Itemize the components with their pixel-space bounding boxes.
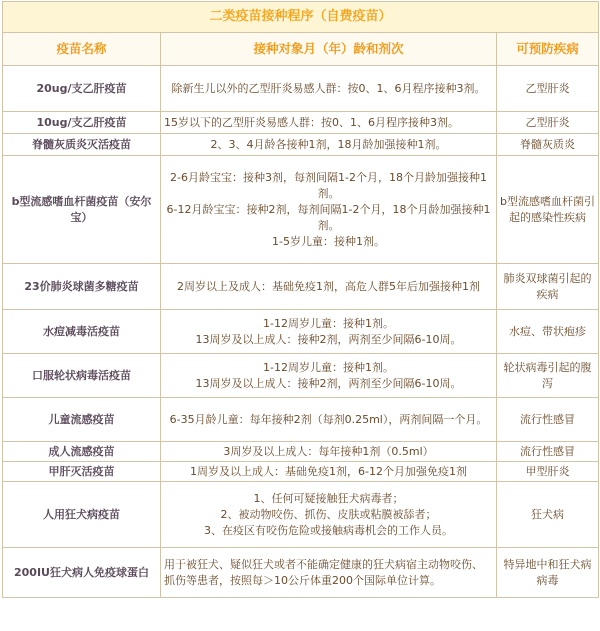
schedule-line: 13周岁及以上成人：接种2剂，两剂至少间隔6-10周。 <box>195 376 462 390</box>
header-schedule: 接种对象月（年）龄和剂次 <box>161 33 497 66</box>
schedule-line: 15岁以下的乙型肝炎易感人群：按0、1、6月程序接种3剂。 <box>164 115 459 129</box>
disease-cell: 脊髓灰质炎 <box>497 134 599 156</box>
table-row <box>3 548 599 598</box>
schedule-line: 1-12周岁儿童：接种1剂。 <box>263 316 394 330</box>
schedule-line: 6-12月龄宝宝：接种2剂，每剂间隔1-2个月，18个月龄加强接种1剂。 <box>166 202 491 232</box>
table-row <box>3 112 599 134</box>
table-row <box>3 462 599 482</box>
vaccine-name: 口服轮状病毒活疫苗 <box>3 354 161 398</box>
schedule-line: 1-12周岁儿童：接种1剂。 <box>263 360 394 374</box>
schedule-line: 6-35月龄儿童：每年接种2剂（每剂0.25ml），两剂间隔一个月。 <box>169 412 488 426</box>
schedule-line: 除新生儿以外的乙型肝炎易感人群：按0、1、6月程序接种3剂。 <box>171 81 486 95</box>
vaccine-name: 人用狂犬病疫苗 <box>3 482 161 548</box>
disease-cell: 甲型肝炎 <box>497 462 599 482</box>
vaccine-schedule-document <box>2 1 598 598</box>
table-row <box>3 442 599 462</box>
disease-cell: 肺炎双球菌引起的疾病 <box>497 264 599 310</box>
table-row <box>3 482 599 548</box>
schedule-line: 3、在疫区有咬伤危险或接触病毒机会的工作人员。 <box>204 523 453 537</box>
vaccine-name: 10ug/支乙肝疫苗 <box>3 112 161 134</box>
header-vaccine-name: 疫苗名称 <box>3 33 161 66</box>
vaccine-name: 23价肺炎球菌多糖疫苗 <box>3 264 161 310</box>
vaccine-name: 甲肝灭活疫苗 <box>3 462 161 482</box>
disease-cell: 流行性感冒 <box>497 398 599 442</box>
schedule-line: 1-5岁儿童：接种1剂。 <box>272 234 385 248</box>
schedule-cell <box>161 354 497 398</box>
table-row <box>3 156 599 264</box>
table-row <box>3 264 599 310</box>
disease-cell: 水痘、带状疱疹 <box>497 310 599 354</box>
disease-cell: 乙型肝炎 <box>497 112 599 134</box>
header-disease: 可预防疾病 <box>497 33 599 66</box>
schedule-cell <box>161 264 497 310</box>
table-row <box>3 354 599 398</box>
schedule-cell <box>161 66 497 112</box>
vaccine-table <box>2 1 599 598</box>
table-row <box>3 398 599 442</box>
vaccine-name: 200IU狂犬病人免疫球蛋白 <box>3 548 161 598</box>
vaccine-name: 水痘减毒活疫苗 <box>3 310 161 354</box>
vaccine-name: 成人流感疫苗 <box>3 442 161 462</box>
disease-cell: 流行性感冒 <box>497 442 599 462</box>
schedule-line: 2-6月龄宝宝：接种3剂，每剂间隔1-2个月，18个月龄加强接种1剂。 <box>170 170 487 200</box>
schedule-line: 2周岁以上及成人：基础免疫1剂，高危人群5年后加强接种1剂 <box>177 279 480 293</box>
schedule-cell <box>161 310 497 354</box>
disease-cell: 乙型肝炎 <box>497 66 599 112</box>
table-row <box>3 134 599 156</box>
disease-cell: b型流感嗜血杆菌引起的感染性疾病 <box>497 156 599 264</box>
schedule-line: 1、任何可疑接触狂犬病毒者； <box>253 491 404 505</box>
schedule-cell <box>161 462 497 482</box>
schedule-cell <box>161 156 497 264</box>
table-row <box>3 66 599 112</box>
vaccine-name: b型流感嗜血杆菌疫苗（安尔宝） <box>3 156 161 264</box>
vaccine-name: 20ug/支乙肝疫苗 <box>3 66 161 112</box>
schedule-cell <box>161 398 497 442</box>
schedule-cell <box>161 112 497 134</box>
schedule-line: 3周岁及以上成人：每年接种1剂（0.5ml） <box>223 444 434 458</box>
disease-cell: 轮状病毒引起的腹泻 <box>497 354 599 398</box>
schedule-line: 用于被狂犬、疑似狂犬或者不能确定健康的狂犬病宿主动物咬伤、抓伤等患者，按照每＞10公斤体重200个国际单位计算。 <box>164 557 483 587</box>
schedule-line: 2、3、4月龄各接种1剂，18月龄加强接种1剂。 <box>210 137 447 151</box>
schedule-cell <box>161 134 497 156</box>
table-title: 二类疫苗接种程序（自费疫苗） <box>3 2 599 33</box>
disease-cell: 狂犬病 <box>497 482 599 548</box>
schedule-cell <box>161 442 497 462</box>
schedule-line: 1周岁及以上成人：基础免疫1剂，6-12个月加强免疫1剂 <box>190 464 467 478</box>
vaccine-name: 脊髓灰质炎灭活疫苗 <box>3 134 161 156</box>
table-row <box>3 310 599 354</box>
disease-cell: 特异地中和狂犬病病毒 <box>497 548 599 598</box>
vaccine-name: 儿童流感疫苗 <box>3 398 161 442</box>
header-row <box>3 33 599 66</box>
schedule-line: 13周岁及以上成人：接种2剂，两剂至少间隔6-10周。 <box>195 332 462 346</box>
schedule-line: 2、被动物咬伤、抓伤、皮肤或粘膜被舔者； <box>220 507 437 521</box>
schedule-cell <box>161 548 497 598</box>
schedule-cell <box>161 482 497 548</box>
